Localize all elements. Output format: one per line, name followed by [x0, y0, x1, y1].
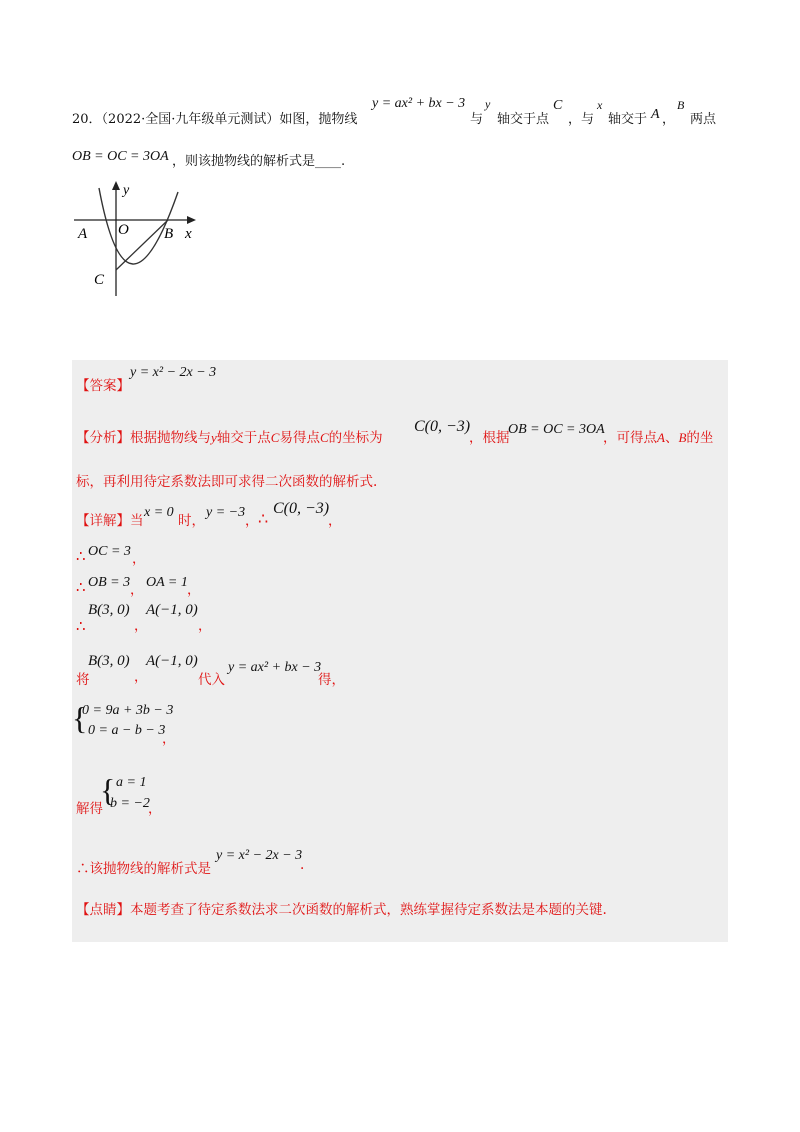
x-axis-arrow: [187, 216, 196, 224]
question-text-4: 轴交于: [608, 112, 648, 127]
analysis-coord: C(0, −3): [414, 418, 471, 435]
comment-line: [76, 898, 607, 918]
detail-sub-b: B(3, 0): [88, 653, 130, 669]
question-number: 20．: [72, 112, 102, 127]
question-point-a: A: [651, 107, 660, 122]
analysis-text-5: ，根据: [469, 430, 510, 446]
detail-sub-eq: y = ax² + bx − 3: [228, 660, 322, 675]
detail-oa: OA = 1: [146, 575, 188, 590]
label-b: B: [164, 226, 174, 242]
answer-value: y = x² − 2x − 3: [130, 365, 217, 380]
label-c: C: [94, 272, 105, 288]
question-equation: y = ax² + bx − 3: [372, 96, 466, 111]
question-condition: OB = OC = 3OA: [72, 149, 169, 164]
question-axis-y: y: [485, 97, 491, 111]
system-2-brace: {: [100, 772, 116, 808]
label-o: O: [118, 222, 129, 238]
label-a: A: [78, 226, 88, 242]
analysis-line-1-end: ，可得点A、B的坐: [603, 430, 714, 446]
comment-text: 本题考查了待定系数法求二次函数的解析式，熟练掌握待定系数法是本题的关键.: [130, 902, 607, 918]
analysis-tag: 【分析】: [76, 430, 130, 446]
answer-tag: 【答案】: [76, 378, 130, 394]
solution-panel: [72, 360, 728, 942]
detail-y-value: y = −3: [206, 505, 246, 520]
detail-point-c: C(0, −3): [273, 500, 330, 517]
detail-x-zero: x = 0: [144, 505, 174, 520]
question-text-1: 与: [470, 112, 484, 127]
question-text-5: ，: [662, 112, 676, 127]
final-equation: y = x² − 2x − 3: [216, 848, 303, 863]
system-2-row-2: b = −2: [110, 796, 150, 811]
question-text-3: ，与: [568, 112, 595, 127]
question-point-c: C: [553, 98, 563, 113]
parabola-figure: [70, 178, 210, 298]
analysis-line-2: 标，再利用待定系数法即可求得二次函数的解析式.: [76, 474, 378, 490]
system-1-row-2: 0 = a − b − 3: [88, 723, 166, 738]
y-axis-arrow: [112, 181, 120, 190]
system-1-row-1: 0 = 9a + 3b − 3: [82, 703, 174, 718]
final-text: ∴该抛物线的解析式是: [76, 861, 211, 877]
question-source: （2022·全国·九年级单元测试）如图，抛物线: [101, 112, 358, 127]
solve-label: 解得: [76, 801, 103, 817]
detail-ob: OB = 3: [88, 575, 131, 590]
comment-tag: 【点睛】: [76, 902, 130, 918]
detail-point-a: A(−1, 0): [146, 602, 198, 618]
system-2-row-1: a = 1: [116, 775, 147, 790]
question-point-b: B: [677, 98, 685, 112]
detail-oc: OC = 3: [88, 544, 131, 559]
analysis-line-1: 【分析】根据抛物线与y轴交于点C易得点C的坐标为: [76, 430, 383, 446]
question-text-2: 轴交于点: [497, 112, 550, 127]
system-1-brace: {: [72, 700, 88, 736]
label-x: x: [185, 226, 192, 242]
question-axis-x: x: [597, 98, 603, 112]
detail-point-b: B(3, 0): [88, 602, 130, 618]
analysis-eq: OB = OC = 3OA: [508, 422, 605, 437]
question-line-1: [72, 108, 357, 127]
detail-line-1-start: 【详解】当: [76, 513, 144, 529]
label-y: y: [123, 183, 130, 198]
detail-tag: 【详解】: [76, 513, 130, 529]
detail-sub-a: A(−1, 0): [146, 653, 198, 669]
question-prompt: ，则该抛物线的解析式是____.: [172, 154, 346, 169]
question-text-6: 两点: [690, 112, 717, 127]
